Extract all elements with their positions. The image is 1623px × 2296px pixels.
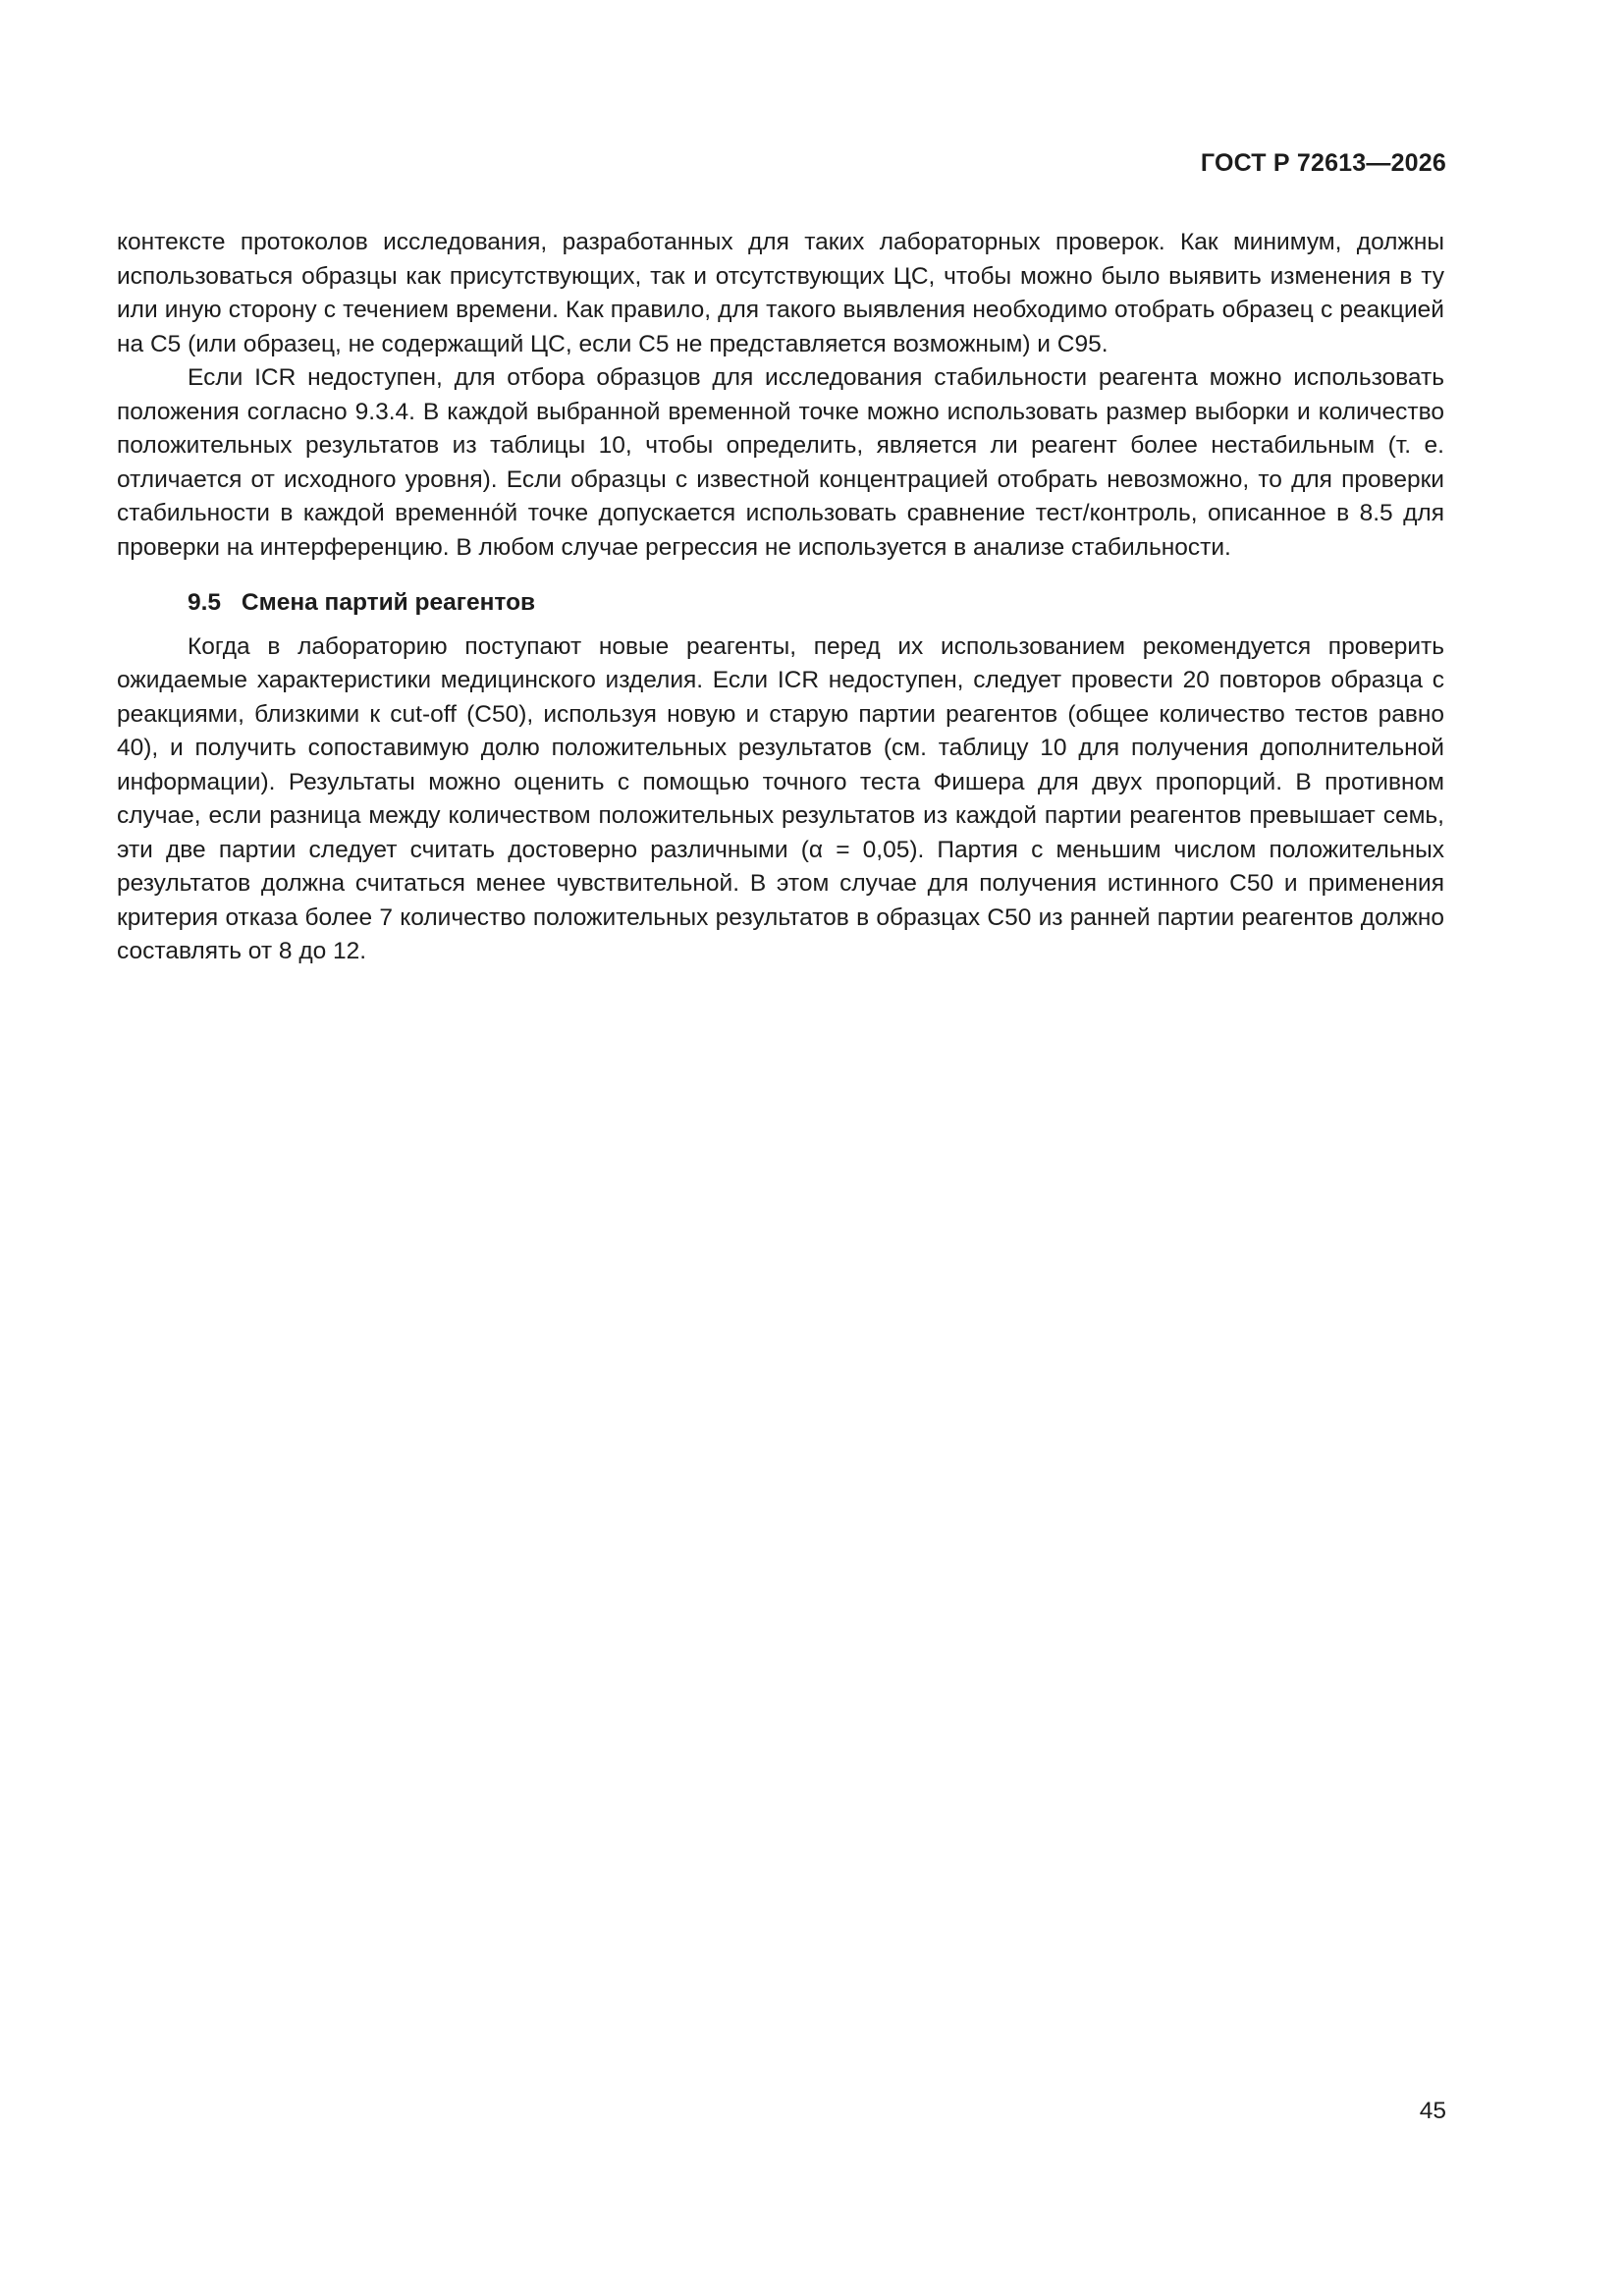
section-body-paragraph: Когда в лабораторию поступают новые реагенты, перед их использованием рекомендуется проверить ожидаемые характеристики медицинского изделия. Если ICR недоступен, следует провести 20 повторов образца с реакциями, близкими к cut-off (С50), используя новую и старую партии реагентов (общее количество тестов равно 40), и получить сопоставимую долю положительных результатов (см. таблицу 10 для получения дополнительной информации). Результаты можно оценить с помощью точного теста Фишера для двух пропорций. В противном случае, если разница между количеством положительных результатов из каждой партии реагентов превышает семь, эти две партии следует считать достоверно различными (α = 0,05). Партия с меньшим числом положительных результатов должна считаться менее чувствительной. В этом случае для получения истинного С50 и применения критерия отказа более 7 количество положительных результатов в образцах С50 из ранней партии реагентов должно составлять от 8 до 12. (117, 632, 1444, 964)
document-body (117, 226, 1444, 969)
section-heading (117, 586, 1444, 621)
section-number: 9.5 (188, 589, 222, 616)
section-title: Смена партий реагентов (241, 589, 536, 616)
page-number: 45 (1419, 2098, 1446, 2124)
document-header-standard-id: ГОСТ Р 72613—2026 (1200, 149, 1446, 177)
paragraph-icr-unavailable: Если ICR недоступен, для отбора образцов для исследования стабильности реагента можно использовать положения согласно 9.3.4. В каждой выбранной временной точке можно использовать размер выборки и количество положительных результатов из таблицы 10, чтобы определить, является ли реагент более нестабильным (т. е. отличается от исходного уровня). Если образцы с известной концентрацией отобрать невозможно, то для проверки стабильности в каждой временно́й точке допускается использовать сравнение тест/контроль, описанное в 8.5 для проверки на интерференцию. В любом случае регрессия не используется в анализе стабильности. (117, 364, 1444, 561)
paragraph-continuation: контексте протоколов исследования, разработанных для таких лабораторных проверок. Как минимум, должны использоваться образцы как присутствующих, так и отсутствующих ЦС, чтобы можно было выявить изменения в ту или иную сторону с течением времени. Как правило, для такого выявления необходимо отобрать образец с реакцией на С5 (или образец, не содержащий ЦС, если С5 не представляется возможным) и С95. (117, 229, 1444, 357)
